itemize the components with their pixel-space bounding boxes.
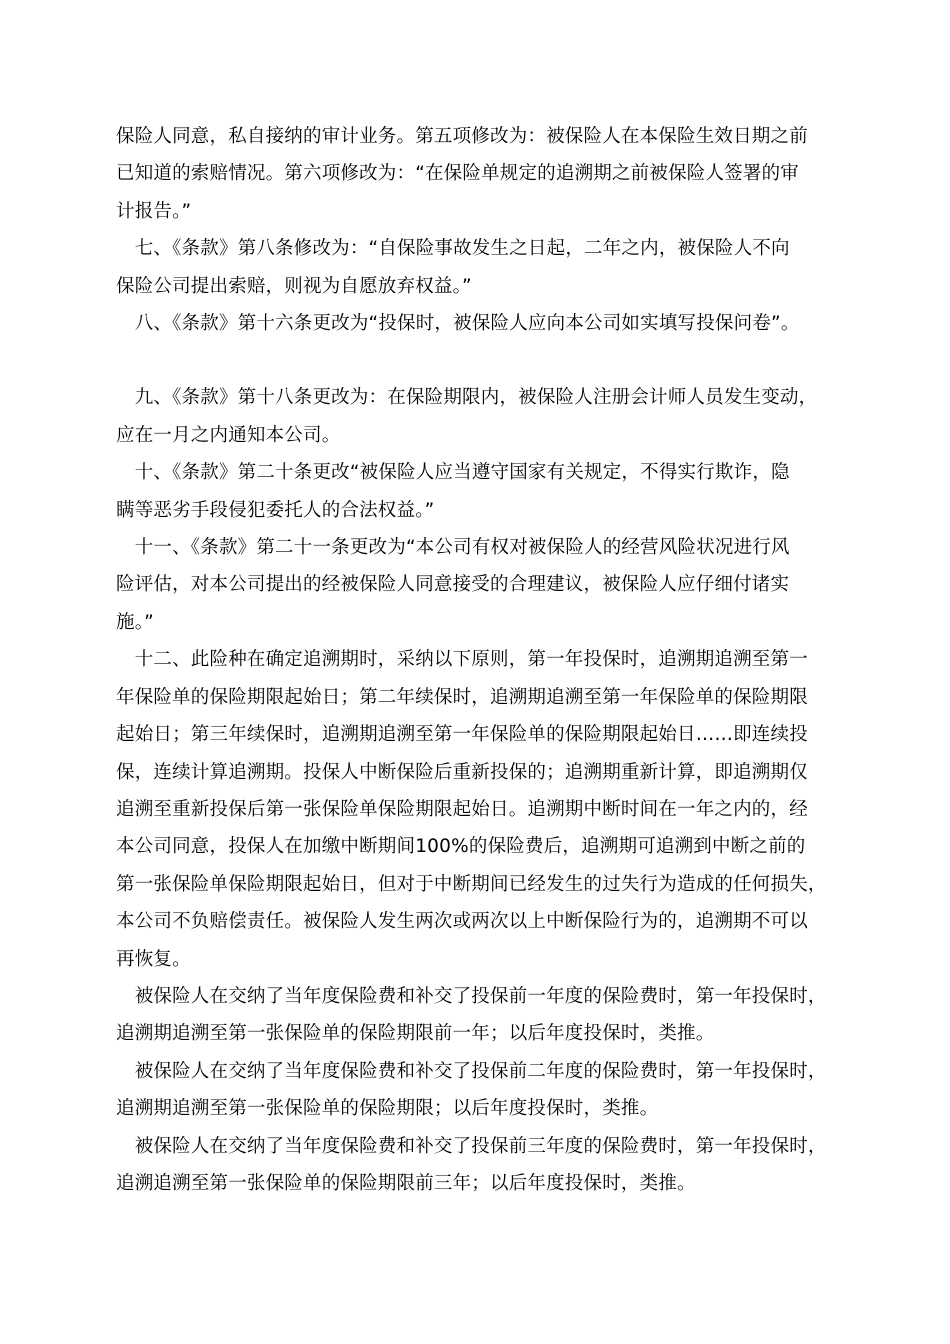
blank-line xyxy=(116,342,856,379)
text-line: 追溯追溯至第一张保险单的保险期限前三年；以后年度投保时，类推。 xyxy=(116,1172,696,1194)
text-line: 十二、此险种在确定追溯期时，采纳以下原则，第一年投保时，追溯期追溯至第一 xyxy=(116,649,808,671)
text-line: 被保险人在交纳了当年度保险费和补交了投保前一年度的保险费时，第一年投保时， xyxy=(116,985,827,1007)
paragraph-clause-12 xyxy=(116,641,856,978)
text-line: 年保险单的保险期限起始日；第二年续保时，追溯期追溯至第一年保险单的保险期限 xyxy=(116,686,808,708)
document-body xyxy=(116,118,856,1202)
text-line: 本公司同意，投保人在加缴中断期间100%的保险费后，追溯期可追溯到中断之前的 xyxy=(116,836,806,858)
text-line: 保险人同意，私自接纳的审计业务。第五项修改为：被保险人在本保险生效日期之前 xyxy=(116,126,808,147)
text-line: 七、《条款》第八条修改为：“自保险事故发生之日起，二年之内，被保险人不向 xyxy=(116,238,790,260)
text-line: 被保险人在交纳了当年度保险费和补交了投保前二年度的保险费时，第一年投保时， xyxy=(116,1060,827,1082)
paragraph-clause-11 xyxy=(116,529,856,641)
paragraph-continued xyxy=(116,118,856,230)
text-line: 保，连续计算追溯期。投保人中断保险后重新投保的；追溯期重新计算，即追溯期仅 xyxy=(116,761,808,783)
text-line: 第一张保险单保险期限起始日，但对于中断期间已经发生的过失行为造成的任何损失， xyxy=(116,873,827,895)
text-line: 追溯至重新投保后第一张保险单保险期限起始日。追溯期中断时间在一年之内的，经 xyxy=(116,798,808,820)
text-line: 十一、《条款》第二十一条更改为“本公司有权对被保险人的经营风险状况进行风 xyxy=(116,537,790,559)
paragraph-clause-7 xyxy=(116,230,856,305)
text-line: 已知道的索赔情况。第六项修改为：“在保险单规定的追溯期之前被保险人签署的审 xyxy=(116,163,799,185)
text-line: 险评估，对本公司提出的经被保险人同意接受的合理建议，被保险人应仔细付诸实 xyxy=(116,574,790,596)
paragraph-clause-8 xyxy=(116,305,856,342)
paragraph-prior-three-years xyxy=(116,1128,856,1203)
text-line: 追溯期追溯至第一张保险单的保险期限；以后年度投保时，类推。 xyxy=(116,1098,659,1120)
text-line: 八、《条款》第十六条更改为“投保时，被保险人应向本公司如实填写投保问卷”。 xyxy=(116,313,800,335)
text-line: 追溯期追溯至第一张保险单的保险期限前一年；以后年度投保时，类推。 xyxy=(116,1023,715,1045)
paragraph-prior-two-years xyxy=(116,1053,856,1128)
text-line: 本公司不负赔偿责任。被保险人发生两次或两次以上中断保险行为的，追溯期不可以 xyxy=(116,911,808,933)
text-line: 被保险人在交纳了当年度保险费和补交了投保前三年度的保险费时，第一年投保时， xyxy=(116,1135,827,1157)
paragraph-prior-one-year xyxy=(116,978,856,1053)
text-line: 保险公司提出索赔，则视为自愿放弃权益。” xyxy=(116,275,472,297)
text-line: 瞒等恶劣手段侵犯委托人的合法权益。” xyxy=(116,499,435,521)
text-line: 起始日；第三年续保时，追溯期追溯至第一年保险单的保险期限起始日……即连续投 xyxy=(116,724,808,746)
text-line: 计报告。” xyxy=(116,200,192,222)
text-line: 应在一月之内通知本公司。 xyxy=(116,424,341,446)
text-line: 九、《条款》第十八条更改为：在保险期限内，被保险人注册会计师人员发生变动， xyxy=(116,387,818,409)
text-line: 再恢复。 xyxy=(116,948,191,970)
text-line: 施。” xyxy=(116,611,154,633)
paragraph-clause-10 xyxy=(116,454,856,529)
text-line: 十、《条款》第二十条更改“被保险人应当遵守国家有关规定，不得实行欺诈，隐 xyxy=(116,462,790,484)
paragraph-clause-9 xyxy=(116,379,856,454)
